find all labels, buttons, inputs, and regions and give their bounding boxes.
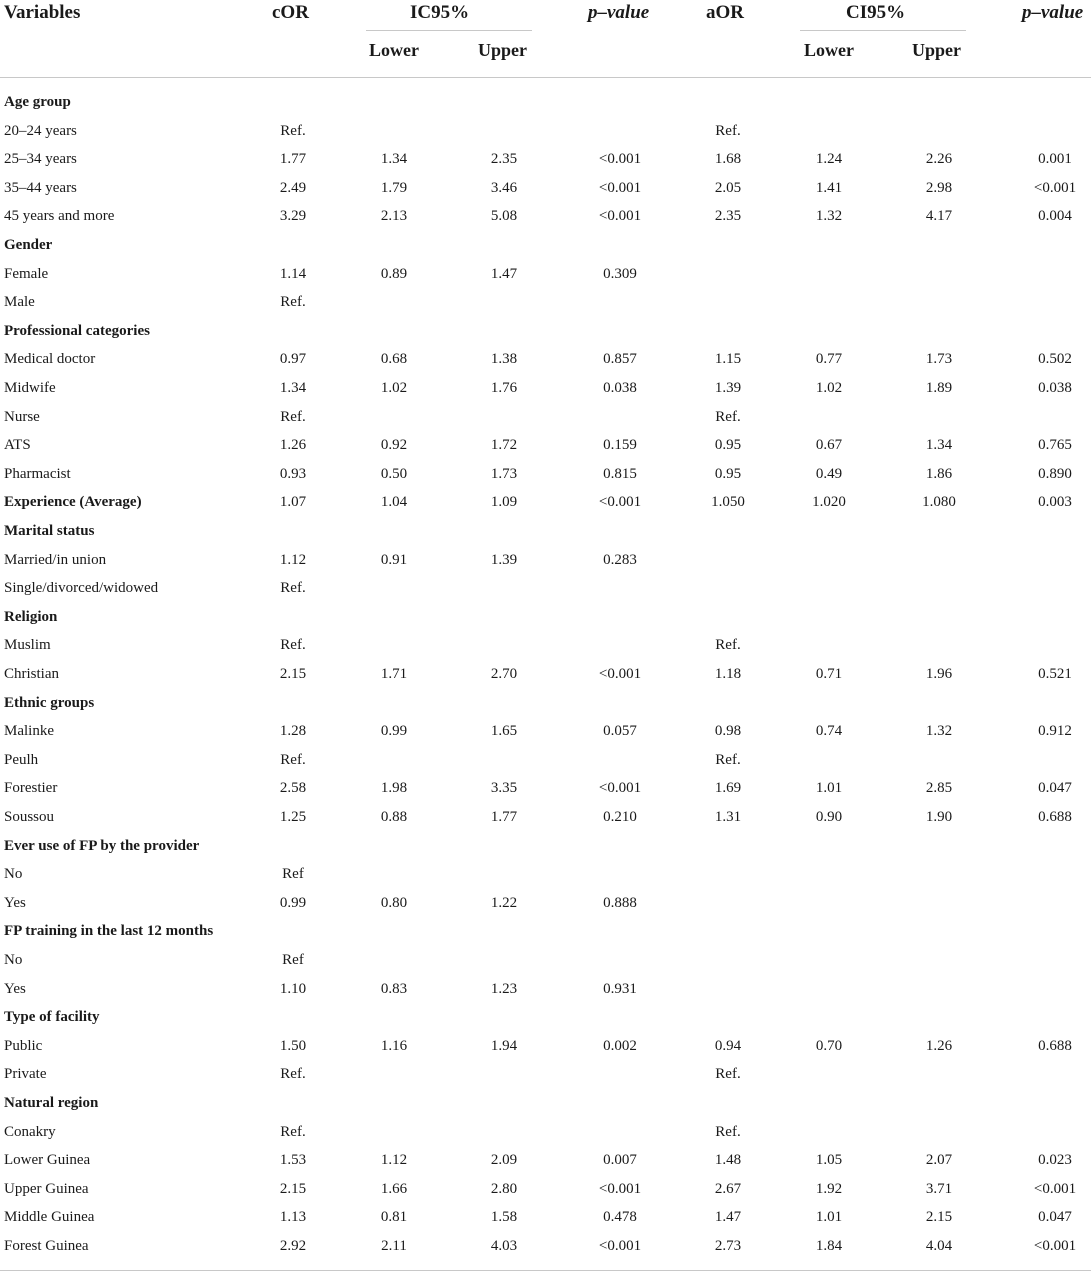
row-label: 25–34 years [4,151,77,168]
row-label: Upper Guinea [4,1180,89,1197]
row-label: 45 years and more [4,208,115,225]
cell-aor: 0.98 [714,723,742,740]
table-row [0,631,1091,659]
cell-lower: 2.11 [381,1238,407,1254]
cell-cor: 2.58 [279,780,307,797]
cell-aupper: 4.04 [925,1238,953,1254]
cell-aupper: 1.080 [922,494,956,511]
cell-aupper: 4.17 [925,208,953,225]
cell-alower: 0.90 [815,809,843,825]
cell-aor: 0.94 [714,1037,742,1054]
cell-p: <0.001 [598,151,642,168]
row-label: Professional categories [4,322,150,339]
header-ic95: IC95% [410,2,470,23]
cell-ap: 0.023 [1038,1152,1072,1169]
table-row [0,117,1091,145]
cell-ap: <0.001 [1033,1238,1077,1254]
table-row [0,174,1091,202]
row-label: Male [4,294,35,311]
cell-upper: 1.94 [490,1037,518,1054]
cell-lower: 1.12 [380,1152,408,1169]
cell-ap: 0.521 [1038,666,1072,682]
cell-p: 0.057 [603,723,637,740]
row-label: Female [4,265,49,282]
table-row [0,1118,1091,1146]
table-row [0,546,1091,574]
cell-upper: 1.38 [490,351,518,368]
row-label: Medical doctor [4,351,96,368]
header-lower-crude: Lower [369,40,419,60]
row-label: Christian [4,666,59,682]
cell-aor: 1.31 [714,809,742,825]
table-row [0,574,1091,602]
table-row [0,345,1091,373]
cell-upper: 3.46 [490,179,518,196]
group-header-row [0,689,1091,717]
table-row [0,746,1091,774]
cell-upper: 3.35 [490,780,518,797]
cell-p: <0.001 [598,494,642,511]
cell-upper: 1.47 [490,265,518,282]
group-header-row [0,917,1091,945]
cell-alower: 0.74 [815,723,843,740]
cell-cor: 3.29 [279,208,307,225]
cell-upper: 2.70 [490,666,518,682]
cell-alower: 1.92 [815,1180,843,1197]
cell-cor: 1.28 [279,723,307,740]
cell-p: 0.931 [603,980,637,997]
row-label: Soussou [4,809,55,825]
group-header-row [0,488,1091,516]
cell-cor: Ref [282,952,304,968]
cell-upper: 1.77 [490,809,518,825]
table-row [0,260,1091,288]
row-label: Public [4,1037,43,1054]
cell-ap: 0.890 [1038,465,1072,482]
cell-alower: 1.32 [815,208,843,225]
cell-alower: 1.01 [815,1209,843,1226]
table-row [0,860,1091,888]
cell-aupper: 1.73 [925,351,953,368]
row-label: Experience (Average) [4,494,142,511]
group-header-row [0,517,1091,545]
cell-aor: 1.68 [714,151,742,168]
cell-p: 0.283 [603,551,637,568]
cell-alower: 1.020 [812,494,846,511]
table-row [0,717,1091,745]
cell-p: <0.001 [598,1180,642,1197]
cell-cor: Ref. [280,122,306,139]
row-label: Forest Guinea [4,1238,89,1254]
cell-lower: 2.13 [380,208,408,225]
cell-ap: 0.912 [1038,723,1072,740]
cell-cor: 1.12 [279,551,307,568]
cell-lower: 0.89 [380,265,408,282]
cell-ap: 0.001 [1038,151,1072,168]
cell-cor: Ref. [280,294,306,311]
cell-lower: 1.02 [380,380,408,396]
cell-cor: 0.99 [279,894,307,911]
row-label: Nurse [4,408,40,425]
cell-aupper: 2.26 [925,151,953,168]
row-label: 35–44 years [4,179,77,196]
cell-p: 0.159 [603,437,637,454]
header-pvalue-crude: p–value [588,2,650,23]
cell-p: <0.001 [598,780,642,797]
cell-cor: 2.15 [279,666,307,682]
cell-upper: 2.80 [490,1180,518,1197]
table-row [0,1175,1091,1203]
row-label: Marital status [4,523,95,539]
cell-p: 0.478 [603,1209,637,1226]
cell-aupper: 2.98 [925,179,953,196]
row-label: Peulh [4,751,39,768]
cell-cor: 1.53 [279,1152,307,1169]
table-row [0,803,1091,831]
cell-aor: 1.47 [714,1209,742,1226]
row-label: Pharmacist [4,465,71,482]
cell-lower: 0.88 [380,809,408,825]
cell-aor: 1.69 [714,780,742,797]
cell-aor: 1.050 [711,494,745,511]
cell-alower: 0.67 [815,437,843,454]
cell-upper: 4.03 [490,1238,518,1254]
cell-aor: 2.67 [714,1180,742,1197]
cell-cor: 2.15 [279,1180,307,1197]
cell-p: <0.001 [598,208,642,225]
group-header-row [0,231,1091,259]
cell-p: 0.888 [603,894,637,911]
cell-p: 0.815 [603,465,637,482]
cell-ap: <0.001 [1033,1180,1077,1197]
cell-alower: 0.71 [815,666,843,682]
cell-cor: 1.13 [279,1209,307,1226]
row-label: Conakry [4,1123,56,1140]
cell-aor: 1.48 [714,1152,742,1169]
cell-upper: 1.58 [490,1209,518,1226]
cell-ap: 0.765 [1038,437,1072,454]
cell-upper: 1.39 [490,551,518,568]
cell-aupper: 1.96 [925,666,953,682]
cell-aor: 2.73 [714,1238,742,1254]
cell-p: 0.002 [603,1037,637,1054]
cell-aor: Ref. [715,1066,741,1083]
row-label: Yes [4,894,26,911]
cell-ap: 0.038 [1038,380,1072,396]
group-header-row [0,88,1091,116]
cell-aor: 0.95 [714,437,742,454]
cell-lower: 1.79 [380,179,408,196]
cell-p: <0.001 [598,1238,642,1254]
row-label: Ethnic groups [4,694,95,711]
group-header-row [0,1003,1091,1031]
cell-p: <0.001 [598,179,642,196]
cell-aupper: 1.89 [925,380,953,396]
cell-alower: 1.84 [815,1238,843,1254]
header-bottom-rule [0,77,1091,78]
cell-upper: 1.23 [490,980,518,997]
table-row [0,1232,1091,1260]
cell-cor: 1.10 [279,980,307,997]
cell-ap: 0.047 [1038,1209,1072,1226]
cell-lower: 1.04 [380,494,408,511]
header-ci95: CI95% [846,2,906,23]
row-label: Private [4,1066,47,1083]
cell-aor: Ref. [715,122,741,139]
cell-alower: 0.70 [815,1037,843,1054]
row-label: Age group [4,94,71,110]
cell-aor: Ref. [715,408,741,425]
cell-upper: 1.76 [490,380,518,396]
cell-lower: 0.99 [380,723,408,740]
cell-aupper: 3.71 [925,1180,953,1197]
row-label: Married/in union [4,551,107,568]
cell-upper: 1.73 [490,465,518,482]
cell-aupper: 2.15 [925,1209,953,1226]
cell-aor: 0.95 [714,465,742,482]
cell-aor: Ref. [715,1123,741,1140]
cell-p: 0.038 [603,380,637,396]
group-header-row [0,832,1091,860]
cell-cor: 1.77 [279,151,307,168]
cell-cor: 0.93 [279,465,307,482]
cell-lower: 0.50 [380,465,408,482]
group-header-row [0,603,1091,631]
row-label: FP training in the last 12 months [4,923,214,940]
cell-alower: 1.02 [815,380,843,396]
cell-ap: <0.001 [1033,179,1077,196]
row-label: Religion [4,608,58,625]
cell-upper: 1.65 [490,723,518,740]
cell-p: <0.001 [598,666,642,682]
cell-cor: Ref. [280,1066,306,1083]
cell-p: 0.857 [603,351,637,368]
cell-aor: 1.15 [714,351,742,368]
row-label: No [4,866,23,883]
row-label: Middle Guinea [4,1209,95,1226]
table-row [0,374,1091,402]
cell-cor: 1.34 [279,380,307,396]
cell-cor: 1.14 [279,265,307,282]
cell-aupper: 1.26 [925,1037,953,1054]
header-pvalue-adjusted: p–value [1022,2,1084,23]
header-lower-adjusted: Lower [804,40,854,60]
row-label: Gender [4,237,53,253]
table-row [0,660,1091,688]
cell-alower: 1.24 [815,151,843,168]
cell-lower: 0.91 [380,551,408,568]
cell-cor: Ref. [280,637,306,654]
cell-cor: 0.97 [279,351,307,368]
cell-cor: 2.49 [279,179,307,196]
cell-aor: Ref. [715,637,741,654]
row-label: Forestier [4,780,58,797]
cell-lower: 0.80 [380,894,408,911]
table-row [0,975,1091,1003]
cell-alower: 0.49 [815,465,843,482]
cell-upper: 1.09 [490,494,518,511]
group-header-row [0,1089,1091,1117]
cell-lower: 0.81 [380,1209,408,1226]
row-label: 20–24 years [4,122,77,139]
group-header-row [0,317,1091,345]
cell-cor: Ref. [280,408,306,425]
row-label: Natural region [4,1095,99,1111]
header-aor: aOR [706,2,744,23]
cell-aor: 2.35 [714,208,742,225]
cell-upper: 2.35 [490,151,518,168]
row-label: Midwife [4,380,56,396]
row-label: Single/divorced/widowed [4,580,159,597]
table-row [0,1146,1091,1174]
table-row [0,1060,1091,1088]
cell-aupper: 1.90 [925,809,953,825]
header-upper-crude: Upper [478,40,527,60]
table-row [0,403,1091,431]
table-row [0,774,1091,802]
cell-aupper: 1.86 [925,465,953,482]
cell-cor: Ref. [280,751,306,768]
row-label: Malinke [4,723,54,740]
cell-p: 0.210 [603,809,637,825]
header-upper-adjusted: Upper [912,40,961,60]
cell-cor: 1.07 [279,494,307,511]
cell-cor: Ref. [280,1123,306,1140]
header-cor: cOR [272,2,309,23]
cell-lower: 1.66 [380,1180,408,1197]
cell-cor: 1.50 [279,1037,307,1054]
cell-alower: 1.41 [815,179,843,196]
table-row [0,145,1091,173]
cell-upper: 1.22 [490,894,518,911]
ci95-divider [800,30,966,31]
cell-upper: 5.08 [490,208,518,225]
cell-aupper: 1.32 [925,723,953,740]
row-label: Lower Guinea [4,1152,91,1169]
cell-cor: Ref. [280,580,306,597]
cell-ap: 0.502 [1038,351,1072,368]
cell-aor: 1.39 [714,380,742,396]
cell-ap: 0.003 [1038,494,1072,511]
row-label: Ever use of FP by the provider [4,837,200,854]
cell-aor: Ref. [715,751,741,768]
cell-lower: 1.71 [380,666,408,682]
cell-lower: 1.34 [380,151,408,168]
ic95-divider [366,30,532,31]
cell-cor: 1.25 [279,809,307,825]
cell-upper: 2.09 [490,1152,518,1169]
row-label: Muslim [4,637,51,654]
cell-ap: 0.688 [1038,1037,1072,1054]
header-variables: Variables [4,2,81,23]
cell-ap: 0.047 [1038,780,1072,797]
cell-lower: 0.83 [380,980,408,997]
table-row [0,202,1091,230]
cell-upper: 1.72 [490,437,518,454]
cell-ap: 0.004 [1038,208,1072,225]
cell-lower: 0.92 [380,437,408,454]
cell-aupper: 2.85 [925,780,953,797]
table-row [0,460,1091,488]
cell-aor: 2.05 [714,179,742,196]
cell-lower: 0.68 [380,351,408,368]
cell-cor: 2.92 [279,1238,307,1254]
cell-alower: 0.77 [815,351,843,368]
cell-alower: 1.01 [815,780,843,797]
cell-aor: 1.18 [714,666,742,682]
cell-cor: 1.26 [279,437,307,454]
table-row [0,1032,1091,1060]
cell-p: 0.309 [603,265,637,282]
table-row [0,1203,1091,1231]
table-row [0,889,1091,917]
cell-alower: 1.05 [815,1152,843,1169]
row-label: No [4,952,23,968]
cell-lower: 1.16 [380,1037,408,1054]
cell-p: 0.007 [603,1152,637,1169]
cell-aupper: 1.34 [925,437,953,454]
cell-lower: 1.98 [380,780,408,797]
table-row [0,946,1091,974]
cell-ap: 0.688 [1038,809,1072,825]
table-row [0,288,1091,316]
table-bottom-rule [0,1270,1091,1271]
table-row [0,431,1091,459]
cell-cor: Ref [282,866,304,883]
row-label: ATS [4,437,31,454]
cell-aupper: 2.07 [925,1152,953,1169]
row-label: Type of facility [4,1009,100,1026]
row-label: Yes [4,980,26,997]
